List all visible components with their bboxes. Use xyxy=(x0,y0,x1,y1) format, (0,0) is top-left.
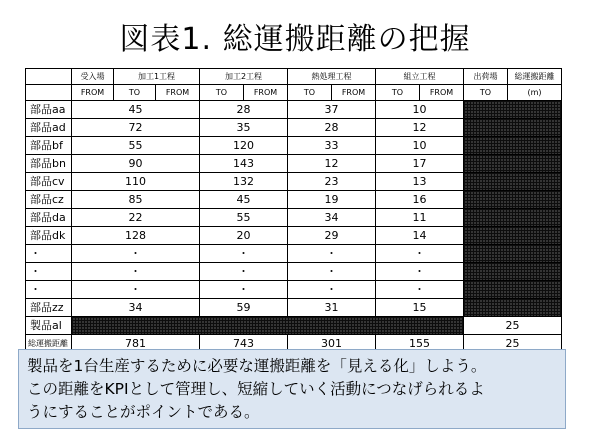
part-row xyxy=(26,119,562,137)
leg-distance: ・ xyxy=(200,263,288,281)
leg-distance: ・ xyxy=(72,245,200,263)
sub-header: FROM xyxy=(420,85,464,101)
part-label: 部品cz xyxy=(26,191,72,209)
corner-cell xyxy=(26,69,72,85)
distance-table xyxy=(25,68,562,353)
part-label: ・ xyxy=(26,245,72,263)
sub-header: TO xyxy=(464,85,508,101)
not-applicable-shading xyxy=(72,317,464,335)
sub-header: (m) xyxy=(508,85,562,101)
leg-distance: 19 xyxy=(288,191,376,209)
not-applicable-shading xyxy=(464,299,562,317)
not-applicable-shading xyxy=(464,191,562,209)
process-header: 熱処理工程 xyxy=(288,69,376,85)
note-line: うにすることがポイントである。 xyxy=(27,403,260,421)
leg-distance: 31 xyxy=(288,299,376,317)
part-row xyxy=(26,173,562,191)
not-applicable-shading xyxy=(464,227,562,245)
part-label: 部品dk xyxy=(26,227,72,245)
sub-header: TO xyxy=(200,85,244,101)
total-label: 総運搬距離 xyxy=(26,335,72,353)
leg-distance: 10 xyxy=(376,101,464,119)
part-label: 部品cv xyxy=(26,173,72,191)
leg-distance: 35 xyxy=(200,119,288,137)
leg-distance: 120 xyxy=(200,137,288,155)
part-label: 部品bf xyxy=(26,137,72,155)
process-header: 出荷場 xyxy=(464,69,508,85)
leg-distance: 10 xyxy=(376,137,464,155)
note-line: この距離をKPIとして管理し、短縮していく活動につなげられるよ xyxy=(27,380,485,398)
not-applicable-shading xyxy=(464,137,562,155)
not-applicable-shading xyxy=(464,101,562,119)
leg-distance: 13 xyxy=(376,173,464,191)
part-row xyxy=(26,245,562,263)
leg-distance: ・ xyxy=(200,281,288,299)
leg-distance: 33 xyxy=(288,137,376,155)
product-row xyxy=(26,317,562,335)
leg-distance: 17 xyxy=(376,155,464,173)
leg-distance: 14 xyxy=(376,227,464,245)
leg-total: 743 xyxy=(200,335,288,353)
process-header: 加工2工程 xyxy=(200,69,288,85)
corner-cell xyxy=(26,85,72,101)
leg-distance: 90 xyxy=(72,155,200,173)
process-header: 加工1工程 xyxy=(114,69,200,85)
leg-distance: 45 xyxy=(72,101,200,119)
summary-note-box xyxy=(18,349,566,429)
leg-distance: 12 xyxy=(288,155,376,173)
not-applicable-shading xyxy=(464,119,562,137)
part-label: 部品zz xyxy=(26,299,72,317)
process-header-row xyxy=(26,69,562,85)
sub-header: FROM xyxy=(332,85,376,101)
note-line: 製品を1台生産するために必要な運搬距離を「見える化」しよう。 xyxy=(27,357,487,375)
leg-distance: 12 xyxy=(376,119,464,137)
leg-distance: ・ xyxy=(72,263,200,281)
leg-distance: ・ xyxy=(376,281,464,299)
leg-distance: 28 xyxy=(288,119,376,137)
leg-distance: 25 xyxy=(464,317,562,335)
part-label: ・ xyxy=(26,281,72,299)
leg-distance: ・ xyxy=(288,245,376,263)
leg-distance: ・ xyxy=(288,281,376,299)
part-label: 部品bn xyxy=(26,155,72,173)
part-label: 部品ad xyxy=(26,119,72,137)
part-label: ・ xyxy=(26,263,72,281)
process-header: 組立工程 xyxy=(376,69,464,85)
leg-distance: 28 xyxy=(200,101,288,119)
leg-distance: 85 xyxy=(72,191,200,209)
not-applicable-shading xyxy=(464,209,562,227)
part-row xyxy=(26,227,562,245)
leg-total: 781 xyxy=(72,335,200,353)
part-row xyxy=(26,137,562,155)
leg-distance: 45 xyxy=(200,191,288,209)
leg-distance: 20 xyxy=(200,227,288,245)
leg-distance: 34 xyxy=(72,299,200,317)
leg-distance: ・ xyxy=(376,245,464,263)
not-applicable-shading xyxy=(464,245,562,263)
leg-distance: 37 xyxy=(288,101,376,119)
leg-distance: ・ xyxy=(72,281,200,299)
part-label: 部品aa xyxy=(26,101,72,119)
leg-distance: 22 xyxy=(72,209,200,227)
part-row xyxy=(26,191,562,209)
sub-header: FROM xyxy=(156,85,200,101)
leg-distance: 55 xyxy=(200,209,288,227)
leg-distance: ・ xyxy=(200,245,288,263)
sub-header: TO xyxy=(376,85,420,101)
part-row xyxy=(26,101,562,119)
sub-header: TO xyxy=(114,85,156,101)
page-title: 図表1. 総運搬距離の把握 xyxy=(119,22,471,57)
leg-distance: 143 xyxy=(200,155,288,173)
leg-distance: 132 xyxy=(200,173,288,191)
process-header: 受入場 xyxy=(72,69,114,85)
part-row xyxy=(26,155,562,173)
part-row xyxy=(26,209,562,227)
leg-distance: 59 xyxy=(200,299,288,317)
leg-total: 301 xyxy=(288,335,376,353)
leg-distance: 23 xyxy=(288,173,376,191)
leg-distance: 72 xyxy=(72,119,200,137)
leg-total: 155 xyxy=(376,335,464,353)
leg-distance: 29 xyxy=(288,227,376,245)
sub-header: TO xyxy=(288,85,332,101)
leg-distance: 128 xyxy=(72,227,200,245)
leg-distance: 11 xyxy=(376,209,464,227)
leg-distance: 55 xyxy=(72,137,200,155)
leg-distance: ・ xyxy=(288,263,376,281)
part-row xyxy=(26,281,562,299)
not-applicable-shading xyxy=(464,173,562,191)
leg-distance: 110 xyxy=(72,173,200,191)
part-label: 部品da xyxy=(26,209,72,227)
product-label: 製品al xyxy=(26,317,72,335)
leg-distance: ・ xyxy=(376,263,464,281)
part-row xyxy=(26,299,562,317)
process-header: 総運搬距離 xyxy=(508,69,562,85)
not-applicable-shading xyxy=(464,155,562,173)
not-applicable-shading xyxy=(464,281,562,299)
sub-header: FROM xyxy=(72,85,114,101)
leg-total: 25 xyxy=(464,335,562,353)
not-applicable-shading xyxy=(464,263,562,281)
sub-header: FROM xyxy=(244,85,288,101)
leg-distance: 15 xyxy=(376,299,464,317)
leg-distance: 34 xyxy=(288,209,376,227)
from-to-header-row xyxy=(26,85,562,101)
part-row xyxy=(26,263,562,281)
leg-distance: 16 xyxy=(376,191,464,209)
